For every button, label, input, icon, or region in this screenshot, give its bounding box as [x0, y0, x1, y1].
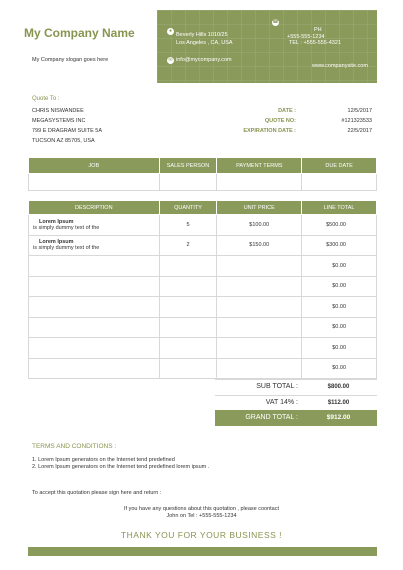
- unit-price-cell: [217, 358, 302, 379]
- job-cell: [29, 174, 160, 191]
- description-cell: [29, 317, 160, 338]
- quantity-cell: [159, 317, 217, 338]
- client-name: CHRIS NISWANDEE: [32, 108, 84, 114]
- quantity-cell: [159, 256, 217, 277]
- email-icon: ✉: [168, 57, 173, 63]
- line-total-cell: $0.00: [302, 297, 377, 318]
- sales-person-header: SALES PERSON: [159, 158, 217, 174]
- unit-price-cell: [217, 276, 302, 297]
- tel-number: TEL : +555-555-4321: [289, 40, 341, 46]
- date-label: DATE :: [278, 108, 296, 114]
- contact-line1: If you have any questions about this quotation , please coontact: [123, 506, 280, 512]
- line-total-cell: $0.00: [302, 338, 377, 359]
- footer-bar: [28, 547, 377, 556]
- contact-header-box: [157, 10, 377, 83]
- quantity-cell: 2: [159, 235, 217, 256]
- subtotal-value: $800.00: [327, 384, 350, 390]
- unit-price-cell: $150.00: [217, 235, 302, 256]
- quantity-cell: 5: [159, 215, 217, 236]
- description-cell: [29, 235, 160, 256]
- expiration-label: EXPIRATION DATE :: [243, 128, 296, 134]
- due-date-header: DUE DATE: [302, 158, 377, 174]
- vat-value: $112.00: [327, 400, 350, 406]
- item-title: Lorem Ipsum: [39, 239, 74, 246]
- quantity-cell: [159, 276, 217, 297]
- unit-price-cell: [217, 297, 302, 318]
- description-header: DESCRIPTION: [29, 201, 160, 215]
- description-cell: [29, 297, 160, 318]
- description-cell: [29, 276, 160, 297]
- unit-price-cell: [217, 256, 302, 277]
- location-pin-icon: ●: [168, 28, 173, 34]
- grand-total-value: $912.00: [326, 414, 351, 421]
- payment-terms-cell: [217, 174, 302, 191]
- address-line1: Beverly Hills 1010/25: [176, 32, 228, 38]
- vat-divider: [215, 395, 377, 396]
- quantity-cell: [159, 358, 217, 379]
- item-subtitle: is simply dummy text of the: [33, 224, 100, 231]
- grand-total-bar: [215, 410, 377, 426]
- unit-price-cell: [217, 317, 302, 338]
- company-name: My Company Name: [24, 26, 135, 40]
- table-row: [29, 256, 377, 277]
- line-total-cell: $300.00: [302, 235, 377, 256]
- sales-person-cell: [159, 174, 217, 191]
- table-row: [29, 338, 377, 359]
- due-date-cell: [302, 174, 377, 191]
- client-city: TUCSON AZ 85705, USA: [32, 138, 95, 144]
- vat-label: VAT 14% :: [265, 399, 298, 406]
- description-cell: [29, 256, 160, 277]
- address-line2: Los Angeles , CA, USA: [176, 40, 233, 46]
- term-item-1: 1. Lorem Ipsum generators on the Internet tend predefined: [32, 457, 175, 463]
- company-slogan: My Company slogan goes here: [32, 57, 109, 63]
- job-table: [28, 157, 377, 191]
- date-value: 12/5/2017: [347, 108, 372, 114]
- line-total-cell: $0.00: [302, 276, 377, 297]
- job-header: JOB: [29, 158, 160, 174]
- unit-price-cell: [217, 338, 302, 359]
- quote-no-value: #121323533: [341, 118, 372, 124]
- website-link[interactable]: www.companysite.com: [312, 63, 368, 69]
- table-row: [29, 235, 377, 256]
- quantity-cell: [159, 338, 217, 359]
- ph-number: +555-555-1234: [287, 34, 325, 40]
- line-total-cell: $0.00: [302, 358, 377, 379]
- phone-icon: ☎: [272, 19, 279, 25]
- quote-no-label: QUOTE NO:: [264, 118, 296, 124]
- quote-to-label: Quote To :: [32, 96, 60, 102]
- line-total-cell: $500.00: [302, 215, 377, 236]
- items-table: [28, 200, 377, 379]
- client-company: MEGASYSTEMS INC: [32, 118, 86, 124]
- table-row: [29, 358, 377, 379]
- item-subtitle: is simply dummy text of the: [33, 245, 100, 252]
- description-cell: [29, 338, 160, 359]
- sign-instructions: To accept this quotation please sign here and return :: [32, 490, 162, 496]
- table-row: [29, 297, 377, 318]
- description-cell: [29, 215, 160, 236]
- quantity-cell: [159, 297, 217, 318]
- expiration-value: 22/5/2017: [347, 128, 372, 134]
- table-row: [29, 215, 377, 236]
- quantity-header: QUANTITY: [159, 201, 217, 215]
- contact-line2: John on Tel : +555-555-1234: [166, 513, 237, 519]
- subtotal-divider: [215, 379, 377, 380]
- thank-you-message: THANK YOU FOR YOUR BUSINESS !: [120, 530, 283, 540]
- table-row: [29, 317, 377, 338]
- table-row: [29, 276, 377, 297]
- payment-terms-header: PAYMENT TERMS: [217, 158, 302, 174]
- grand-total-label: GRAND TOTAL :: [245, 414, 298, 421]
- terms-heading: TERMS AND CONDITIONS :: [32, 443, 117, 450]
- subtotal-label: SUB TOTAL :: [256, 383, 298, 390]
- client-street: 799 E DRAGRAM SUITE 5A: [32, 128, 102, 134]
- line-total-cell: $0.00: [302, 317, 377, 338]
- line-total-header: LINE TOTAL: [302, 201, 377, 215]
- email-link[interactable]: info@mycompany.com: [176, 57, 232, 63]
- unit-price-header: UNIT PRICE: [217, 201, 302, 215]
- item-title: Lorem Ipsum: [39, 218, 74, 225]
- description-cell: [29, 358, 160, 379]
- unit-price-cell: $100.00: [217, 215, 302, 236]
- line-total-cell: $0.00: [302, 256, 377, 277]
- term-item-2: 2. Lorem Ipsum generators on the Internet tend predefined lorem ipsum .: [32, 464, 210, 470]
- ph-label: PH: [314, 27, 322, 33]
